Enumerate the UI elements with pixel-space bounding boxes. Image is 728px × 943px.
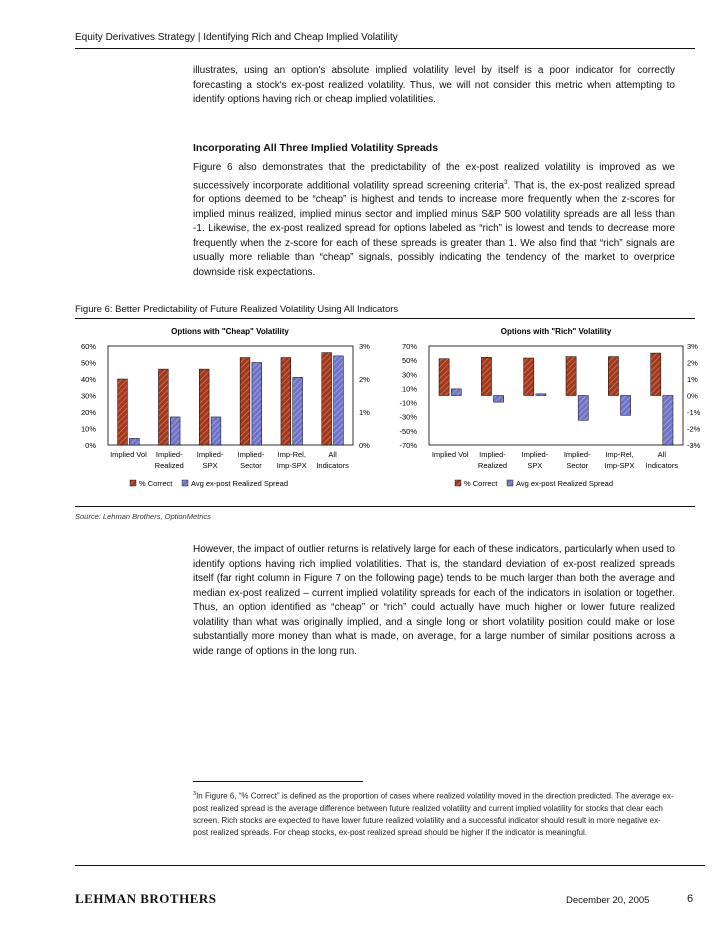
x-tick-label: Imp-SPX — [276, 461, 307, 470]
bar-spread — [621, 396, 631, 416]
footnote-text: In Figure 6, “% Correct” is defined as the proportion of cases where realized volatility moved in the direction predicted. The average ex-post realized spread is the average difference between future realized volatility and current implied volatility for stocks that clear each screen. Rich stocks are expected to have lower future realized volatility and a successful indicator should result in more negative ex-post realized spreads. For cheap stocks, ex-post realized spread should be higher if the indicator is meaningful. — [193, 791, 674, 837]
left-tick-label: 10% — [80, 424, 96, 434]
bar-spread — [252, 363, 262, 446]
left-tick-label: 30% — [401, 370, 417, 380]
x-tick-label: Implied- — [196, 450, 224, 459]
lehman-brothers-logo: LEHMAN BROTHERS — [75, 891, 217, 906]
bar-spread — [334, 356, 344, 445]
bar-spread — [211, 417, 221, 445]
bar-spread — [536, 394, 546, 396]
figure-source: Source: Lehman Brothers, OptionMetrics — [75, 512, 211, 521]
footnote-number: 3 — [193, 791, 197, 797]
x-tick-label: All — [328, 450, 337, 459]
left-tick-label: 10% — [401, 384, 417, 394]
x-tick-label: All — [657, 450, 667, 459]
x-tick-label: Indicators — [316, 461, 349, 470]
section-paragraph-part2: . That is, the ex-post realized spread for options deemed to be “cheap” is highest and tends to increase more frequently when the z-scores for implied minus realized, implied minus sector and implied minus S&P 500 volatility spreads are all less than -1. Likewise, the ex-post realized spread for options labeled as “rich” is lowest and tends to decrease more frequently when the z-score for each of these spreads is greater than 1. We also find that “rich” signals are usually more reliable than “cheap” signals, possibly indicating the tendency of the market to overprice downside risk expectations. — [193, 179, 675, 278]
x-tick-label: Implied Vol — [110, 450, 147, 459]
x-tick-label: Implied- — [237, 450, 265, 459]
x-tick-label: Imp-Rel, — [277, 450, 306, 459]
x-tick-label: Implied Vol — [431, 450, 469, 459]
page-number: 6 — [687, 893, 694, 905]
right-tick-label: -2% — [687, 424, 700, 434]
closing-paragraph: However, the impact of outlier returns is relatively large for each of these indicators, particularly when used to identify options having rich implied volatilities. That is, the standard deviation of ex-post realized spreads itself (far right column in Figure 7 on the following page) tends to be much larger than both the average and median ex-post realized – current implied volatility spreads for each of the indicators in isolation or together. Thus, an option identified as “cheap” or “rich” could actually have much higher or lower future realized volatility than what was originally implied, and a single long or short volatility position could make or lose substantially more money than what is made, on average, for a large number of similar positions across a wide range of options in the long run. — [193, 544, 675, 657]
header-divider — [75, 48, 695, 49]
left-tick-label: 70% — [401, 342, 417, 351]
legend-swatch-spread — [507, 480, 513, 486]
left-tick-label: -50% — [399, 426, 417, 436]
left-tick-label: 50% — [401, 356, 417, 366]
bar-pct-correct — [524, 358, 534, 395]
footer-divider — [75, 865, 705, 866]
x-tick-label: Realized — [154, 461, 184, 470]
right-tick-label: 0% — [687, 391, 698, 401]
footnote-rule — [193, 781, 363, 782]
legend-label-correct: % Correct — [139, 479, 173, 488]
footer-date: December 20, 2005 — [566, 895, 650, 906]
left-tick-label: 30% — [80, 391, 96, 401]
intro-paragraph: illustrates, using an option's absolute implied volatility level by itself is a poor indicator for correctly forecasting a stock's ex-post realized volatility. Thus, we will not consider this metric when attempting to identify options having rich or cheap implied volatilities. — [193, 65, 675, 105]
x-tick-label: SPX — [527, 461, 543, 470]
bar-pct-correct — [651, 353, 661, 395]
bar-pct-correct — [118, 379, 128, 445]
legend-swatch-spread — [182, 480, 188, 486]
figure-top-rule — [75, 318, 695, 319]
x-tick-label: Implied- — [479, 450, 506, 459]
bar-pct-correct — [281, 358, 291, 445]
x-tick-label: Implied- — [155, 450, 183, 459]
bar-spread — [129, 438, 139, 445]
bar-pct-correct — [199, 369, 209, 445]
x-tick-label: Sector — [566, 461, 589, 470]
left-tick-label: 20% — [80, 408, 96, 417]
x-tick-label: Implied- — [521, 450, 549, 459]
bar-spread — [494, 396, 504, 403]
bar-spread — [170, 417, 180, 445]
legend-label-spread: Avg ex-post Realized Spread — [191, 479, 289, 488]
section-heading: Incorporating All Three Implied Volatility Spreads — [193, 142, 439, 154]
right-tick-label: 1% — [687, 375, 698, 384]
footnote-ref: 3 — [504, 179, 508, 186]
bar-pct-correct — [439, 359, 449, 396]
chart-title: Options with "Cheap" Volatility — [171, 327, 289, 336]
left-tick-label: 0% — [85, 441, 96, 450]
legend-swatch-correct — [455, 480, 461, 486]
right-tick-label: 3% — [687, 342, 698, 351]
bar-spread — [663, 396, 673, 446]
right-tick-label: 2% — [359, 375, 370, 384]
plot-area — [108, 346, 353, 445]
figure-charts — [60, 322, 700, 502]
right-tick-label: 2% — [687, 358, 698, 368]
bar-pct-correct — [240, 358, 250, 445]
bar-spread — [451, 389, 461, 396]
left-tick-label: -30% — [399, 412, 417, 422]
right-tick-label: -3% — [687, 441, 700, 450]
right-tick-label: 1% — [359, 408, 370, 417]
x-tick-label: Imp-SPX — [604, 461, 635, 470]
legend-label-correct: % Correct — [464, 479, 498, 488]
rich-volatility-chart — [399, 327, 700, 488]
figure-caption: Figure 6: Better Predictability of Future Realized Volatility Using All Indicators — [75, 304, 399, 315]
x-tick-label: Realized — [477, 461, 508, 470]
right-tick-label: 3% — [359, 342, 370, 351]
bar-pct-correct — [566, 357, 576, 396]
left-tick-label: -70% — [399, 441, 417, 450]
section-paragraph — [193, 161, 675, 280]
section-paragraph-part1: Figure 6 also demonstrates that the predictability of the ex-post realized volatility is improved as we successively incorporate additional volatility spread screening criteria — [193, 162, 675, 191]
x-tick-label: Indicators — [645, 461, 679, 470]
bar-pct-correct — [322, 353, 332, 445]
x-tick-label: SPX — [202, 461, 218, 470]
plot-area — [429, 346, 683, 445]
left-tick-label: 50% — [80, 358, 96, 368]
legend-swatch-correct — [130, 480, 136, 486]
header-title: Equity Derivatives Strategy | Identifying Rich and Cheap Implied Volatility — [75, 32, 398, 43]
left-tick-label: 60% — [80, 342, 96, 351]
bar-pct-correct — [158, 369, 168, 445]
chart-title: Options with "Rich" Volatility — [500, 327, 612, 336]
right-tick-label: -1% — [687, 408, 700, 417]
bar-pct-correct — [608, 357, 618, 396]
legend-label-spread: Avg ex-post Realized Spread — [516, 479, 614, 488]
bar-spread — [293, 377, 303, 445]
x-tick-label: Sector — [240, 461, 262, 470]
x-tick-label: Implied- — [563, 450, 591, 459]
bar-pct-correct — [481, 357, 491, 395]
cheap-volatility-chart — [81, 327, 370, 488]
right-tick-label: 0% — [359, 441, 370, 450]
left-tick-label: -10% — [399, 398, 417, 408]
left-tick-label: 40% — [80, 375, 96, 384]
bar-spread — [578, 396, 588, 421]
figure-bottom-rule — [75, 506, 695, 507]
footnote — [193, 788, 675, 839]
x-tick-label: Imp-Rel, — [605, 450, 634, 459]
